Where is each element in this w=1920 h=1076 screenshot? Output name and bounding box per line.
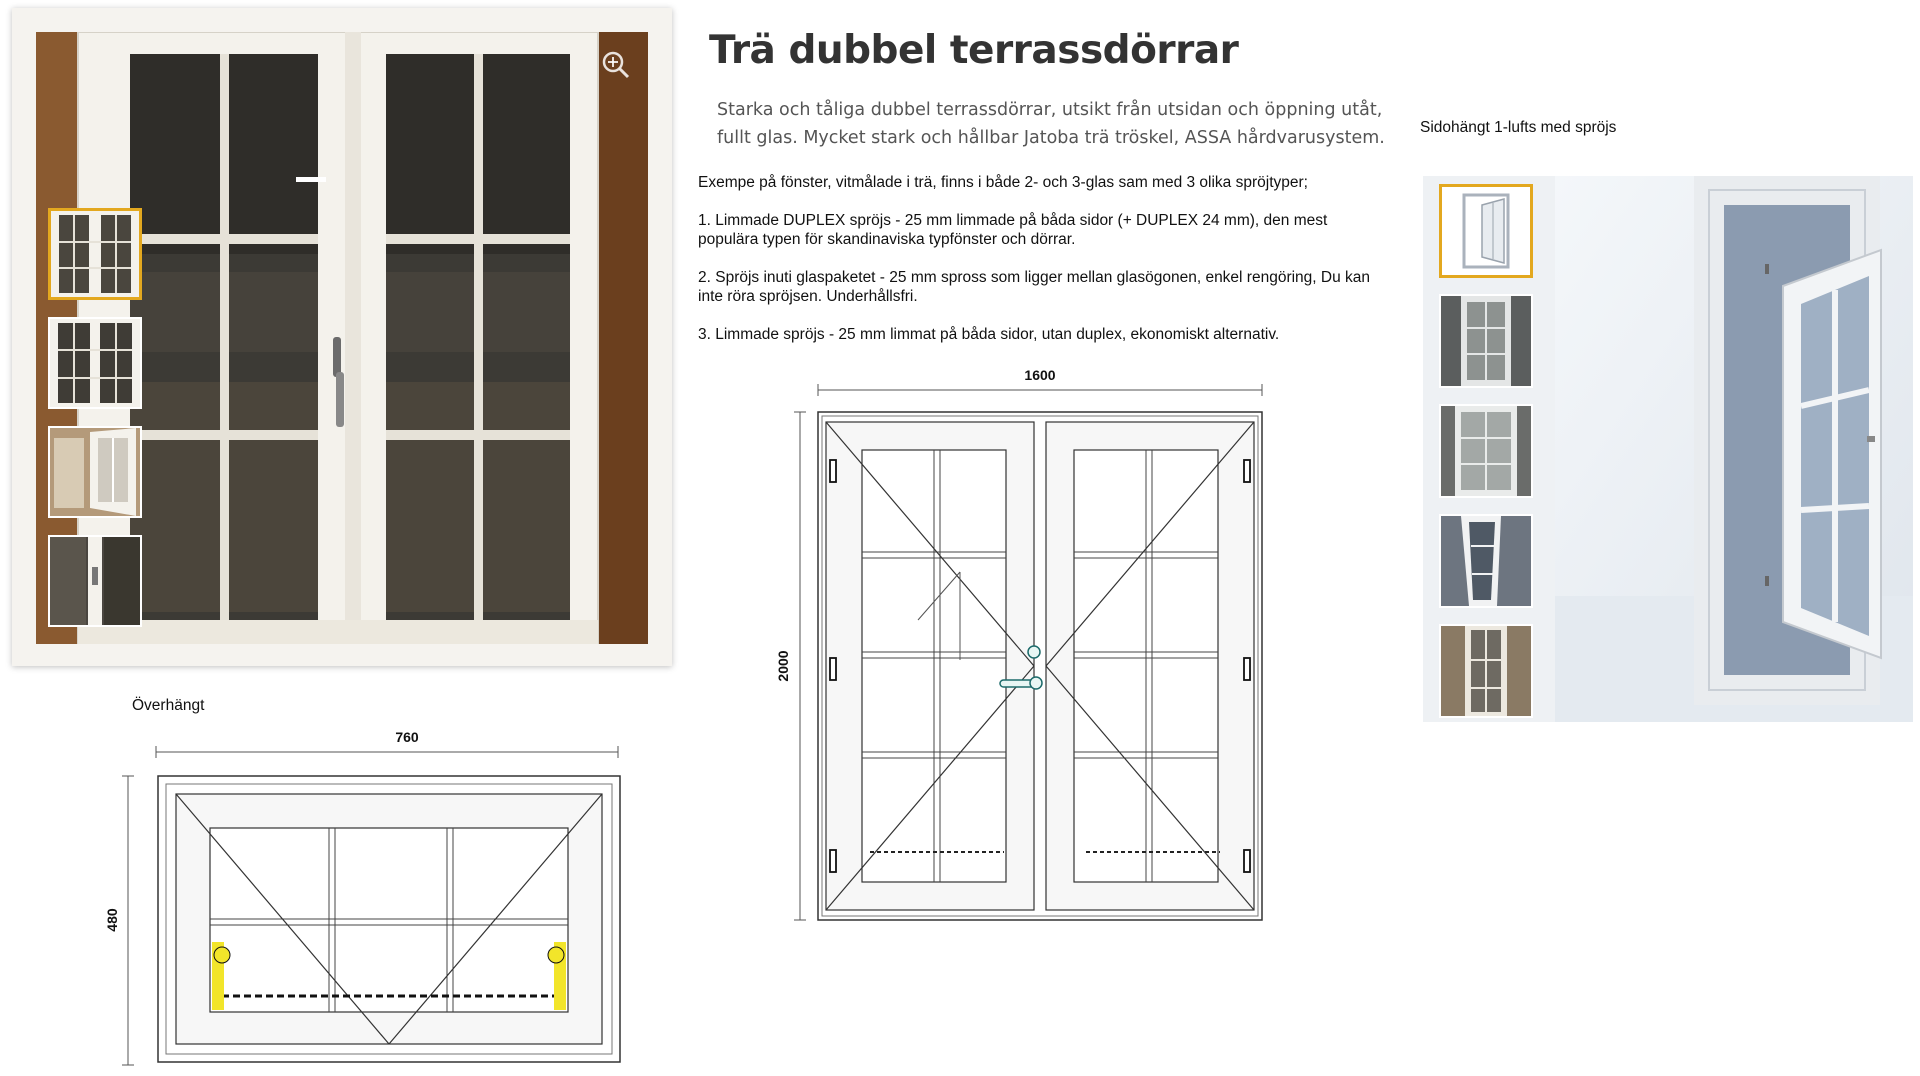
product-title: Trä dubbel terrassdörrar xyxy=(709,28,1239,73)
side-hung-gallery xyxy=(1423,176,1913,722)
side-hung-main-image[interactable] xyxy=(1555,176,1913,722)
overhang-window-drawing xyxy=(100,720,630,1070)
door-width-label: 1600 xyxy=(1024,367,1056,383)
caption-overhang: Överhängt xyxy=(132,697,205,714)
side-thumbnail-1[interactable] xyxy=(1439,184,1533,278)
zoom-in-icon[interactable] xyxy=(601,50,631,80)
thumbnail-1[interactable] xyxy=(48,208,142,300)
description-item-2: 2. Spröjs inuti glaspaketet - 25 mm spross som ligger mellan glasögonen, enkel rengöring, Du kan inte röra spröjsen. Underhållsfri. xyxy=(698,269,1371,305)
thumbnail-2[interactable] xyxy=(48,317,142,409)
thumbnail-3[interactable] xyxy=(48,426,142,518)
door-height-label: 2000 xyxy=(775,650,791,682)
window-width-label: 760 xyxy=(395,729,419,745)
double-door-drawing xyxy=(770,360,1270,930)
description-intro: Exempe på fönster, vitmålade i trä, finns i både 2- och 3-glas sam med 3 olika spröjtyper; xyxy=(698,174,1308,191)
side-thumbnail-3[interactable] xyxy=(1439,404,1533,498)
product-subtitle: Starka och tåliga dubbel terrassdörrar, utsikt från utsidan och öppning utåt, fullt glas. Mycket stark och hållbar Jatoba trä tröskel, ASSA hårdvarusystem. xyxy=(717,100,1385,148)
side-hung-thumbnail-strip xyxy=(1439,184,1533,734)
description-item-1: 1. Limmade DUPLEX spröjs - 25 mm limmade på båda sidor (+ DUPLEX 24 mm), den mest populära typen för skandinaviska typfönster och dörrar. xyxy=(698,212,1328,248)
caption-side-hung: Sidohängt 1-lufts med spröjs xyxy=(1420,119,1617,136)
thumbnail-4[interactable] xyxy=(48,535,142,627)
side-thumbnail-5[interactable] xyxy=(1439,624,1533,718)
window-height-label: 480 xyxy=(104,908,120,932)
side-thumbnail-2[interactable] xyxy=(1439,294,1533,388)
thumbnail-strip xyxy=(48,208,144,644)
side-thumbnail-4[interactable] xyxy=(1439,514,1533,608)
description-item-3: 3. Limmade spröjs - 25 mm limmat på båda sidor, utan duplex, ekonomiskt alternativ. xyxy=(698,326,1280,343)
